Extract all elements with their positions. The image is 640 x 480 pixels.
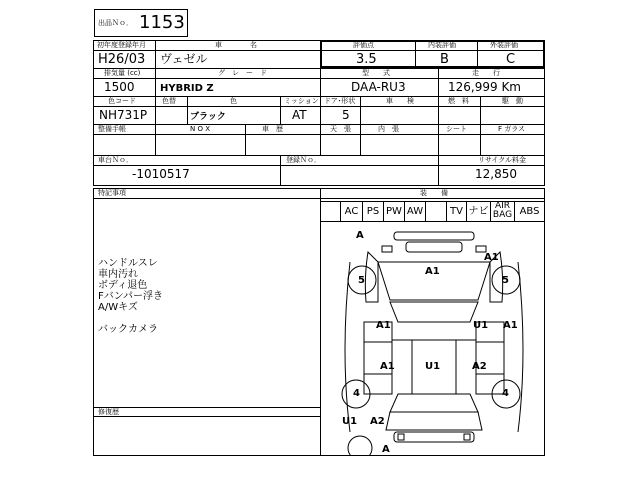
rear-bumper xyxy=(394,432,474,442)
damage-right-pillar: A1 xyxy=(503,320,518,331)
score-label: 評価点 xyxy=(353,41,374,49)
rear-hatch xyxy=(386,412,482,430)
wheel-front-left-rating: 5 xyxy=(358,275,365,286)
right-side-contour xyxy=(518,262,523,432)
transmission: AT xyxy=(292,108,307,122)
note-line: 車内汚れ xyxy=(98,269,138,280)
glass-label: F ガラス xyxy=(498,125,526,133)
lot-number: 1153 xyxy=(139,12,185,33)
mileage-label: 走 行 xyxy=(472,69,500,77)
reg-year-label: 初年度登録年月 xyxy=(97,41,146,49)
displacement: 1500 xyxy=(104,80,135,94)
displacement-label: 排気量 (cc) xyxy=(104,69,141,77)
rear-window xyxy=(390,394,478,412)
notes-label: 特記事項 xyxy=(98,189,126,197)
equip-tv: TV xyxy=(446,201,466,222)
inspection-label: 車 検 xyxy=(386,97,414,105)
transmission-label: ミッション xyxy=(284,97,319,105)
color-change-label: 色替 xyxy=(162,97,176,105)
reg-year: H26/03 xyxy=(98,52,146,67)
grade: HYBRID Z xyxy=(160,83,214,94)
front-grille xyxy=(406,242,462,252)
damage-rear-left-quarter: U1 xyxy=(342,416,358,427)
note-line: A/Wキズ xyxy=(98,302,138,313)
car-name-label: 車 名 xyxy=(215,41,257,49)
equip-navi: ナビ xyxy=(466,201,490,222)
equip-ps: PS xyxy=(362,201,383,222)
fuel-label: 燃 料 xyxy=(448,97,469,105)
note-line: バックカメラ xyxy=(98,324,158,335)
car-name: ヴェゼル xyxy=(160,52,208,66)
equip-pw: PW xyxy=(383,201,404,222)
chassis-label: 車台Ｎｏ． xyxy=(98,156,133,164)
registration-label: 登録Ｎｏ． xyxy=(286,156,321,164)
equip-aw: AW xyxy=(404,201,425,222)
damage-roof: U1 xyxy=(425,361,441,372)
damage-rear-bumper: A xyxy=(382,444,390,455)
history-label: 車 歴 xyxy=(262,125,283,133)
windshield xyxy=(390,302,478,322)
damage-front-right-fender: A1 xyxy=(484,252,499,263)
chassis-number: -1010517 xyxy=(132,167,190,181)
doors-label: ドア･形状 xyxy=(324,97,356,105)
left-headlight xyxy=(382,246,392,252)
recycle-fee: 12,850 xyxy=(475,167,517,181)
interior-trim-label: 内 張 xyxy=(378,125,399,133)
color-code-label: 色コード xyxy=(108,97,136,105)
wheel-rear-right-rating: 4 xyxy=(502,388,509,399)
equip-airbag: AIR BAG xyxy=(490,201,514,222)
damage-rear-left-lamp: A2 xyxy=(370,416,385,427)
nox-label: N O X xyxy=(190,125,210,133)
score: 3.5 xyxy=(356,52,377,67)
note-line: Fバンパー浮き xyxy=(98,291,164,302)
model-label: 型 式 xyxy=(362,69,390,77)
manual-label: 整備手帳 xyxy=(98,125,126,133)
damage-left-rear-door: A1 xyxy=(380,361,395,372)
grade-label: グ レ ー ド xyxy=(218,69,267,77)
drive-label: 駆 動 xyxy=(502,97,523,105)
repair-label: 修復歴 xyxy=(98,408,119,416)
interior-label: 内装評価 xyxy=(428,41,456,49)
wheel-rear-left-rating: 4 xyxy=(353,388,360,399)
note-line: ハンドルスレ xyxy=(98,258,158,269)
wheel-front-right-rating: 5 xyxy=(502,275,509,286)
mileage: 126,999 Km xyxy=(448,80,521,94)
color-code: NH731P xyxy=(99,108,148,122)
sunroof-label: 天 張 xyxy=(330,125,351,133)
color: ブラック xyxy=(190,112,226,122)
recycle-label: リサイクル料金 xyxy=(478,156,527,164)
exterior-label: 外装評価 xyxy=(490,41,518,49)
equipment-label: 装 備 xyxy=(420,189,448,197)
damage-left-front-door: A1 xyxy=(376,320,391,331)
equip-blank xyxy=(425,201,446,222)
seat-label: シート xyxy=(446,125,467,133)
exterior-grade: C xyxy=(506,52,516,67)
spare-wheel-icon xyxy=(348,436,372,456)
right-taillight xyxy=(464,434,470,440)
damage-right-rear-door: A2 xyxy=(472,361,487,372)
equip-abs: ABS xyxy=(514,201,545,222)
model: DAA-RU3 xyxy=(351,80,406,94)
doors: 5 xyxy=(342,108,350,122)
damage-right-front-door: U1 xyxy=(473,320,489,331)
lot-number-box xyxy=(94,9,188,37)
damage-front-bumper: A xyxy=(356,230,364,241)
left-taillight xyxy=(398,434,404,440)
note-line: ボディ退色 xyxy=(98,280,148,291)
lot-number-label: 出品Ｎｏ． xyxy=(98,19,133,27)
equip-ac: AC xyxy=(340,201,362,222)
front-bumper xyxy=(394,232,474,240)
interior-grade: B xyxy=(440,52,449,67)
color-label: 色 xyxy=(230,97,237,105)
damage-hood: A1 xyxy=(425,266,440,277)
